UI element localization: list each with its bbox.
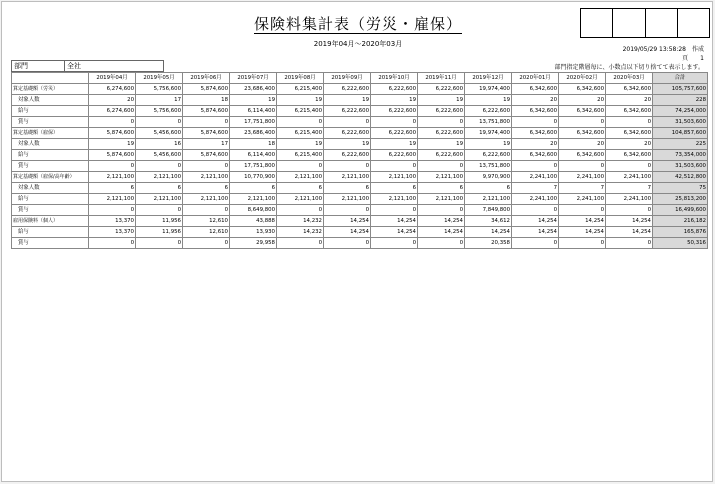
row-label: 対象人数 — [12, 183, 89, 194]
month-value-cell: 0 — [183, 117, 230, 128]
row-label: 対象人数 — [12, 95, 89, 106]
detail-row — [12, 106, 708, 117]
row-label: 賞与 — [12, 161, 89, 172]
month-value-cell: 0 — [512, 161, 559, 172]
month-value-cell: 0 — [418, 161, 465, 172]
row-label: 雇用保険料（個人） — [12, 216, 89, 227]
month-value-cell: 6,222,600 — [324, 150, 371, 161]
month-value-cell: 14,254 — [418, 216, 465, 227]
month-value-cell: 6,222,600 — [324, 128, 371, 139]
month-value-cell: 6,222,600 — [371, 128, 418, 139]
month-value-cell: 19,974,400 — [465, 84, 512, 95]
month-value-cell: 5,874,600 — [183, 106, 230, 117]
month-value-cell: 6 — [183, 183, 230, 194]
total-value-cell: 105,757,600 — [653, 84, 708, 95]
month-value-cell: 17 — [183, 139, 230, 150]
month-value-cell: 0 — [277, 161, 324, 172]
month-value-cell: 5,756,600 — [136, 84, 183, 95]
month-value-cell: 6,342,600 — [512, 84, 559, 95]
row-label: 給与 — [12, 194, 89, 205]
month-value-cell: 5,456,600 — [136, 150, 183, 161]
report-period: 2019年04月～2020年03月 — [313, 40, 403, 48]
month-header: 2019年07月 — [230, 73, 277, 84]
row-label: 給与 — [12, 106, 89, 117]
row-label: 算定基礎額（雇保） — [12, 128, 89, 139]
month-value-cell: 2,241,100 — [512, 194, 559, 205]
stamp-box — [612, 9, 644, 37]
month-header: 2020年01月 — [512, 73, 559, 84]
month-header: 2019年09月 — [324, 73, 371, 84]
month-value-cell: 2,121,100 — [183, 194, 230, 205]
month-value-cell: 0 — [183, 238, 230, 249]
month-value-cell: 18 — [183, 95, 230, 106]
month-value-cell: 2,121,100 — [324, 194, 371, 205]
department-value: 全社 — [64, 60, 164, 72]
month-header: 2019年08月 — [277, 73, 324, 84]
month-value-cell: 2,121,100 — [277, 172, 324, 183]
month-value-cell: 20 — [606, 139, 653, 150]
detail-row — [12, 150, 708, 161]
month-value-cell: 5,874,600 — [183, 150, 230, 161]
month-value-cell: 6,215,400 — [277, 128, 324, 139]
month-value-cell: 6,222,600 — [418, 150, 465, 161]
month-value-cell: 6,342,600 — [559, 106, 606, 117]
month-value-cell: 6 — [89, 183, 136, 194]
month-value-cell: 2,241,100 — [606, 194, 653, 205]
month-value-cell: 0 — [606, 238, 653, 249]
month-value-cell: 11,956 — [136, 216, 183, 227]
category-row — [12, 216, 708, 227]
stamp-box — [581, 9, 612, 37]
month-value-cell: 34,612 — [465, 216, 512, 227]
month-value-cell: 2,241,100 — [606, 172, 653, 183]
month-value-cell: 18 — [230, 139, 277, 150]
month-value-cell: 0 — [324, 205, 371, 216]
total-value-cell: 31,503,600 — [653, 161, 708, 172]
stamp-box — [677, 9, 709, 37]
total-value-cell: 42,512,800 — [653, 172, 708, 183]
month-value-cell: 0 — [183, 205, 230, 216]
total-value-cell: 50,316 — [653, 238, 708, 249]
month-value-cell: 19 — [324, 139, 371, 150]
month-value-cell: 14,254 — [512, 216, 559, 227]
month-value-cell: 2,121,100 — [371, 194, 418, 205]
month-value-cell: 0 — [183, 161, 230, 172]
month-value-cell: 2,121,100 — [136, 194, 183, 205]
month-value-cell: 7 — [559, 183, 606, 194]
total-value-cell: 73,354,000 — [653, 150, 708, 161]
month-value-cell: 5,874,600 — [183, 84, 230, 95]
printed-timestamp: 2019/05/29 13:58:28 作成 — [622, 46, 704, 53]
month-value-cell: 6,342,600 — [606, 150, 653, 161]
month-value-cell: 0 — [324, 161, 371, 172]
month-value-cell: 0 — [136, 238, 183, 249]
month-value-cell: 6,342,600 — [512, 106, 559, 117]
month-value-cell: 2,241,100 — [559, 172, 606, 183]
month-value-cell: 7 — [512, 183, 559, 194]
month-value-cell: 13,370 — [89, 227, 136, 238]
month-value-cell: 6,222,600 — [324, 84, 371, 95]
month-value-cell: 6 — [418, 183, 465, 194]
title-underline — [254, 33, 462, 34]
month-value-cell: 6,342,600 — [606, 128, 653, 139]
month-value-cell: 0 — [371, 205, 418, 216]
month-value-cell: 7,849,800 — [465, 205, 512, 216]
month-value-cell: 6,222,600 — [465, 150, 512, 161]
row-label: 給与 — [12, 150, 89, 161]
month-value-cell: 19 — [418, 95, 465, 106]
report-title: 保険料集計表（労災・雇保） — [253, 15, 462, 33]
month-value-cell: 6,342,600 — [559, 84, 606, 95]
month-value-cell: 19 — [324, 95, 371, 106]
month-value-cell: 2,121,100 — [230, 194, 277, 205]
month-value-cell: 19 — [89, 139, 136, 150]
month-value-cell: 0 — [324, 238, 371, 249]
month-value-cell: 6 — [371, 183, 418, 194]
detail-row — [12, 161, 708, 172]
month-header: 2019年11月 — [418, 73, 465, 84]
month-header: 2019年06月 — [183, 73, 230, 84]
month-value-cell: 0 — [371, 238, 418, 249]
month-value-cell: 6,222,600 — [465, 106, 512, 117]
month-value-cell: 14,254 — [418, 227, 465, 238]
month-value-cell: 0 — [559, 205, 606, 216]
approval-stamp-boxes — [580, 8, 710, 38]
month-value-cell: 43,888 — [230, 216, 277, 227]
month-value-cell: 19 — [418, 139, 465, 150]
report-note: 部門指定階層毎に、小数点以下切り捨てて表示します。 — [554, 64, 704, 71]
row-label-header — [12, 73, 89, 84]
month-value-cell: 0 — [418, 205, 465, 216]
report-page — [1, 1, 713, 482]
month-value-cell: 0 — [606, 117, 653, 128]
month-value-cell: 20 — [559, 95, 606, 106]
month-value-cell: 23,686,400 — [230, 128, 277, 139]
row-label: 算定基礎額（労災） — [12, 84, 89, 95]
row-label: 賞与 — [12, 117, 89, 128]
month-header: 2019年05月 — [136, 73, 183, 84]
month-value-cell: 6,342,600 — [559, 128, 606, 139]
month-value-cell: 0 — [89, 161, 136, 172]
detail-row — [12, 183, 708, 194]
month-value-cell: 13,751,800 — [465, 161, 512, 172]
month-value-cell: 5,456,600 — [136, 128, 183, 139]
month-value-cell: 14,232 — [277, 216, 324, 227]
month-value-cell: 23,686,400 — [230, 84, 277, 95]
month-value-cell: 14,254 — [324, 216, 371, 227]
month-value-cell: 17,751,800 — [230, 161, 277, 172]
month-value-cell: 6,222,600 — [324, 106, 371, 117]
month-value-cell: 5,874,600 — [89, 150, 136, 161]
category-row — [12, 128, 708, 139]
month-value-cell: 17,751,800 — [230, 117, 277, 128]
month-value-cell: 6,274,600 — [89, 106, 136, 117]
month-value-cell: 6,342,600 — [606, 106, 653, 117]
month-value-cell: 0 — [512, 205, 559, 216]
month-value-cell: 14,254 — [559, 227, 606, 238]
month-value-cell: 2,121,100 — [465, 194, 512, 205]
month-header: 2020年02月 — [559, 73, 606, 84]
month-value-cell: 8,649,800 — [230, 205, 277, 216]
month-value-cell: 5,874,600 — [89, 128, 136, 139]
row-label: 対象人数 — [12, 139, 89, 150]
month-value-cell: 20 — [559, 139, 606, 150]
month-value-cell: 6,222,600 — [371, 84, 418, 95]
month-value-cell: 6,114,400 — [230, 150, 277, 161]
month-value-cell: 5,756,600 — [136, 106, 183, 117]
month-value-cell: 6 — [136, 183, 183, 194]
month-value-cell: 0 — [136, 205, 183, 216]
month-value-cell: 12,610 — [183, 216, 230, 227]
month-value-cell: 2,121,100 — [324, 172, 371, 183]
insurance-summary-table — [11, 72, 708, 249]
month-value-cell: 6 — [465, 183, 512, 194]
month-value-cell: 6,215,400 — [277, 106, 324, 117]
department-label: 部門 — [11, 60, 64, 72]
detail-row — [12, 117, 708, 128]
month-value-cell: 6 — [277, 183, 324, 194]
category-row — [12, 84, 708, 95]
month-value-cell: 6,222,600 — [418, 128, 465, 139]
month-value-cell: 14,254 — [606, 216, 653, 227]
detail-row — [12, 227, 708, 238]
month-value-cell: 6 — [230, 183, 277, 194]
month-value-cell: 2,241,100 — [559, 194, 606, 205]
month-value-cell: 0 — [89, 117, 136, 128]
month-value-cell: 19,974,400 — [465, 128, 512, 139]
month-value-cell: 14,232 — [277, 227, 324, 238]
month-value-cell: 0 — [512, 117, 559, 128]
month-value-cell: 12,610 — [183, 227, 230, 238]
month-value-cell: 7 — [606, 183, 653, 194]
month-value-cell: 14,254 — [371, 216, 418, 227]
stamp-box — [645, 9, 677, 37]
month-value-cell: 16 — [136, 139, 183, 150]
month-value-cell: 14,254 — [512, 227, 559, 238]
month-value-cell: 14,254 — [324, 227, 371, 238]
month-value-cell: 6,215,400 — [277, 84, 324, 95]
month-value-cell: 19 — [230, 95, 277, 106]
month-value-cell: 2,121,100 — [136, 172, 183, 183]
detail-row — [12, 194, 708, 205]
month-value-cell: 5,874,600 — [183, 128, 230, 139]
month-value-cell: 0 — [371, 117, 418, 128]
row-label: 算定基礎額（雇保/高年齢） — [12, 172, 89, 183]
month-value-cell: 2,121,100 — [371, 172, 418, 183]
month-value-cell: 13,930 — [230, 227, 277, 238]
month-header: 2019年04月 — [89, 73, 136, 84]
month-value-cell: 20 — [89, 95, 136, 106]
total-value-cell: 74,254,000 — [653, 106, 708, 117]
total-value-cell: 31,503,600 — [653, 117, 708, 128]
month-value-cell: 10,770,900 — [230, 172, 277, 183]
month-value-cell: 19 — [371, 139, 418, 150]
month-value-cell: 2,121,100 — [418, 194, 465, 205]
month-value-cell: 14,254 — [465, 227, 512, 238]
month-value-cell: 2,121,100 — [89, 194, 136, 205]
month-value-cell: 6,342,600 — [512, 128, 559, 139]
month-value-cell: 2,121,100 — [89, 172, 136, 183]
detail-row — [12, 205, 708, 216]
month-value-cell: 0 — [559, 117, 606, 128]
total-value-cell: 16,499,600 — [653, 205, 708, 216]
month-value-cell: 0 — [559, 238, 606, 249]
total-value-cell: 225 — [653, 139, 708, 150]
month-value-cell: 6,274,600 — [89, 84, 136, 95]
month-value-cell: 0 — [89, 238, 136, 249]
month-value-cell: 0 — [418, 117, 465, 128]
page-number: 頁 1 — [682, 55, 704, 62]
month-value-cell: 19 — [465, 95, 512, 106]
total-value-cell: 165,876 — [653, 227, 708, 238]
month-value-cell: 19 — [371, 95, 418, 106]
detail-row — [12, 238, 708, 249]
month-value-cell: 20 — [512, 139, 559, 150]
month-header: 2019年10月 — [371, 73, 418, 84]
month-value-cell: 13,370 — [89, 216, 136, 227]
month-value-cell: 29,958 — [230, 238, 277, 249]
row-label: 給与 — [12, 227, 89, 238]
month-value-cell: 0 — [512, 238, 559, 249]
month-value-cell: 6,222,600 — [371, 150, 418, 161]
department-field — [11, 60, 164, 72]
month-value-cell: 0 — [277, 205, 324, 216]
month-header: 2019年12月 — [465, 73, 512, 84]
table-header-row — [12, 73, 708, 84]
month-value-cell: 0 — [606, 205, 653, 216]
month-value-cell: 6,342,600 — [559, 150, 606, 161]
month-value-cell: 6,114,400 — [230, 106, 277, 117]
month-value-cell: 6 — [324, 183, 371, 194]
total-value-cell: 75 — [653, 183, 708, 194]
month-value-cell: 20 — [512, 95, 559, 106]
month-value-cell: 0 — [136, 117, 183, 128]
month-value-cell: 9,970,900 — [465, 172, 512, 183]
month-value-cell: 19 — [277, 139, 324, 150]
month-value-cell: 20 — [606, 95, 653, 106]
month-value-cell: 0 — [559, 161, 606, 172]
month-value-cell: 0 — [324, 117, 371, 128]
total-value-cell: 104,857,600 — [653, 128, 708, 139]
month-value-cell: 19 — [465, 139, 512, 150]
month-value-cell: 6,342,600 — [512, 150, 559, 161]
row-label: 賞与 — [12, 238, 89, 249]
total-value-cell: 228 — [653, 95, 708, 106]
month-value-cell: 0 — [89, 205, 136, 216]
month-value-cell: 6,215,400 — [277, 150, 324, 161]
month-value-cell: 6,222,600 — [418, 106, 465, 117]
month-value-cell: 20,358 — [465, 238, 512, 249]
total-value-cell: 25,813,200 — [653, 194, 708, 205]
category-row — [12, 172, 708, 183]
month-value-cell: 2,121,100 — [277, 194, 324, 205]
month-header: 2020年03月 — [606, 73, 653, 84]
month-value-cell: 6,342,600 — [606, 84, 653, 95]
month-value-cell: 11,956 — [136, 227, 183, 238]
month-value-cell: 6,222,600 — [418, 84, 465, 95]
month-value-cell: 2,121,100 — [183, 172, 230, 183]
detail-row — [12, 95, 708, 106]
month-value-cell: 13,751,800 — [465, 117, 512, 128]
month-value-cell: 0 — [277, 117, 324, 128]
month-value-cell: 0 — [606, 161, 653, 172]
month-value-cell: 0 — [136, 161, 183, 172]
month-value-cell: 0 — [277, 238, 324, 249]
month-value-cell: 2,121,100 — [418, 172, 465, 183]
month-value-cell: 17 — [136, 95, 183, 106]
month-value-cell: 0 — [371, 161, 418, 172]
detail-row — [12, 139, 708, 150]
row-label: 賞与 — [12, 205, 89, 216]
total-header: 合計 — [653, 73, 708, 84]
month-value-cell: 14,254 — [371, 227, 418, 238]
month-value-cell: 14,254 — [606, 227, 653, 238]
month-value-cell: 19 — [277, 95, 324, 106]
month-value-cell: 14,254 — [559, 216, 606, 227]
month-value-cell: 6,222,600 — [371, 106, 418, 117]
month-value-cell: 0 — [418, 238, 465, 249]
month-value-cell: 2,241,100 — [512, 172, 559, 183]
total-value-cell: 216,182 — [653, 216, 708, 227]
